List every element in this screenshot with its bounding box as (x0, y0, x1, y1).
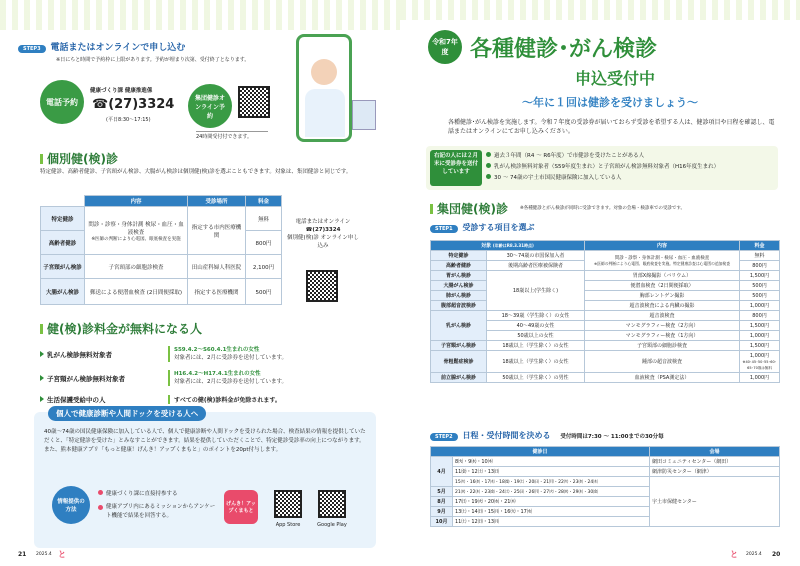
free-item (40, 344, 360, 364)
step1-row-target: 後期高齢者医療被保険者 (487, 261, 585, 271)
triangle-bullet-icon (40, 351, 44, 357)
step1-row-target: 18歳以上（学生除く）の女性 (487, 341, 585, 351)
step1-row-target: 18～39歳（学生除く）の女性 (487, 311, 585, 321)
step1-row-target: 30～74歳の市国保加入者 (487, 251, 585, 261)
step1-row-name: 乳がん検診 (431, 311, 487, 341)
step1-row-fee: 500円 (740, 281, 780, 291)
step1-table (430, 240, 780, 383)
clipboard-icon (352, 100, 376, 130)
step2-days: 15㈫・16㈬・17㈭・18㈮・19㈯・20㈰・21㈪・22㈫・23㈬・24㈭ (453, 477, 650, 487)
step1-row-fee: 500円 (740, 291, 780, 301)
step2-venue: 宇土市保健センター (650, 477, 780, 527)
triangle-bullet-icon (40, 375, 44, 381)
send-item (486, 162, 776, 173)
kobetsu-row-name: 大腸がん検診 (41, 279, 85, 305)
free-title-text: 健(検)診料金が無料になる人 (47, 322, 202, 336)
bullet-dot-icon (98, 490, 103, 495)
step2-days: 11㈮・12㈯・13㈰ (453, 467, 650, 477)
step1-row-content: マンモグラフィー検査（1方向） (585, 331, 740, 341)
step1-row-fee: 1,500円 (740, 321, 780, 331)
free-item-range: S59.4.2～S60.4.1生まれの女性 (174, 347, 260, 353)
kobetsu-row-fee: 500円 (246, 279, 282, 305)
free-item-desc: すべての健(検)診料金が免除されます。 (168, 395, 281, 404)
free-item-label-text: 乳がん検診無料対象者 (47, 350, 112, 359)
tagline: ～年に１回は健診を受けましょう～ (522, 96, 698, 109)
bullet-dot-icon (98, 505, 103, 510)
step1-title: 受診する項目を選ぶ (462, 223, 535, 232)
step2-venue: 網津防災センター（網津） (650, 467, 780, 477)
kobetsu-row-name: 高齢者健診 (41, 231, 85, 255)
send-item (486, 173, 776, 184)
kobetsu-row-fee: 無料 (246, 207, 282, 231)
step1-table-wrap (430, 240, 780, 383)
phone-dept: 健康づくり課 健康推進係 (90, 88, 153, 94)
step1-row-content: 超音波検査 (585, 311, 740, 321)
shudan-title-text: 集団健(検)診 (437, 202, 508, 216)
heading-bar-icon (40, 324, 43, 334)
online-reservation-badge: 集団健診オンライン予約 (188, 84, 232, 128)
step1-row-fee: 1,000円 (740, 331, 780, 341)
free-item (40, 392, 360, 406)
free-item-label-text: 子宮頸がん検診無料対象者 (47, 374, 125, 383)
step1-row-fee: 1,500円 (740, 271, 780, 281)
step3-note: ※日にちと時間で予約枠に上限があります。予約が埋まり次第、受付終了となります。 (56, 57, 250, 63)
qr-code-kobetsu[interactable] (306, 270, 338, 302)
step1-row-content (585, 251, 740, 271)
step2-title: 日程・受付時間を決める (462, 431, 551, 440)
phone-number[interactable]: ☎(27)3324 (92, 97, 175, 112)
kobetsu-apply-phone[interactable]: ☎(27)3324 (305, 227, 341, 233)
step1-row-content-note: ※医師の判断により心電図、眼底検査を実施。特定健康診査は心電図の追加検査 (593, 260, 731, 266)
step2-month: 10月 (431, 517, 453, 527)
phone-reservation-badge: 電話予約 (40, 80, 84, 124)
kobetsu-row-content: 子宮頸部の細胞診検査 (85, 255, 188, 279)
shudan-title (430, 200, 508, 217)
kobetsu-row-fee: 800円 (246, 231, 282, 255)
step1-row-target: 40～49歳の女性 (487, 321, 585, 331)
step1-row-content: マンモグラフィー検査（2方向） (585, 321, 740, 331)
step1-header-content: 内容 (585, 241, 740, 251)
step1-row-content: 超音波検査による内臓の撮影 (585, 301, 740, 311)
doctor-body-icon (305, 89, 345, 137)
step2-header-venue: 会場 (650, 447, 780, 457)
method-item (98, 503, 216, 521)
kobetsu-apply-label: 電話またはオンライン (295, 219, 351, 225)
free-item-detail (168, 346, 287, 362)
step1-row-target: 50歳以上（学生除く）の男性 (487, 373, 585, 383)
free-item (40, 368, 360, 388)
step1-row-content: 踵部の超音波検査 (585, 351, 740, 373)
send-label: 右記の人には２月末に受診券を送付しています (430, 150, 482, 186)
step2-header (430, 430, 780, 441)
step1-row-fee: 1,000円 (740, 301, 780, 311)
bone-fee-note: ※40･45･50･55･60･65･70歳は無料 (742, 360, 777, 370)
kobetsu-row-place: 指定する市内医療機関 (188, 207, 246, 255)
kobetsu-row-content: 郵送による便潜血検査 (2日間便採取) (85, 279, 188, 305)
year-badge: 令和7年度 (428, 30, 462, 64)
step2-days: 13㈯・14㈰・15㈪・16㈫・17㈬ (453, 507, 650, 517)
step1-row-name: 高齢者健診 (431, 261, 487, 271)
intro-text: 各種健診･がん検診を実施します。令和７年度の受診券が届いておらず受診を希望する人は、健診項目や日程を確認し、電話またはオンラインにてお申し込みください。 (448, 119, 775, 135)
send-item (486, 151, 776, 162)
doctor-face-icon (311, 59, 337, 85)
step1-row-fee: 800円 (740, 311, 780, 321)
phone-hours: (平日8:30～17:15) (106, 117, 151, 123)
kobetsu-row-content-note: ※医師の判断により心電図、眼底検査を実施 (91, 236, 181, 242)
page-number: 20 (772, 551, 781, 558)
step1-row-fee: 1,500円 (740, 341, 780, 351)
kobetsu-table-wrap (40, 195, 282, 305)
free-item-label (40, 395, 168, 404)
kobetsu-row-name: 特定健診 (41, 207, 85, 231)
method-item (98, 490, 216, 499)
step2-month: 8月 (431, 497, 453, 507)
kobetsu-row-content-text: 問診・診察・身体計測 検尿・血圧・血液検査 (88, 221, 184, 236)
step1-header-fee: 料金 (740, 241, 780, 251)
triangle-bullet-icon (40, 396, 44, 402)
decorative-stripe (0, 0, 400, 30)
step1-row-name: 肺がん検診 (431, 291, 487, 301)
page-date: 2025.4 (36, 552, 52, 557)
qr-code-online[interactable] (238, 86, 270, 118)
step2-header-date: 健診日 (431, 447, 650, 457)
appstore-label: App Store (275, 522, 301, 528)
googleplay-label: Google Play (317, 522, 347, 528)
step1-row-name: 特定健診 (431, 251, 487, 261)
step3-badge: STEP3 (18, 45, 46, 53)
step1-row-content-text: 問診・診察・身体計測・検尿・血圧・血液検査 (614, 255, 710, 261)
step1-row-content: 子宮頸部の細胞診検査 (585, 341, 740, 351)
free-item-detail (168, 370, 287, 386)
step1-row-name: 子宮頸がん検診 (431, 341, 487, 351)
step2-month: 9月 (431, 507, 453, 517)
free-list (40, 344, 360, 406)
kobetsu-title-text: 個別健(検)診 (47, 152, 118, 166)
send-item-text: 30 ～ 74歳の宇土市国民健康保険に加入している人 (494, 175, 622, 181)
step1-row-content: 便潜血検査（2日間便採取） (585, 281, 740, 291)
send-item-text: 過去３年間（R4 ～ R6年度）で市健診を受けたことがある人 (494, 153, 645, 159)
app-logo: げんき！アップくまもと (224, 490, 258, 524)
free-item-label (40, 374, 168, 383)
shudan-note: ※各種健診とがん検診が同時に受診できます。対象の会場・検診車での受診です。 (520, 206, 686, 211)
step1-row-name: 大腸がん検診 (431, 281, 487, 291)
method-item-text: 健康アプリ内にあるミッションからアンケート機能で結果を回答する。 (106, 504, 216, 519)
heading-bar-icon (430, 204, 433, 214)
step2-month: 4月 (431, 457, 453, 487)
kobetsu-row-place: 指定する医療機関 (188, 279, 246, 305)
step1-header (430, 222, 535, 233)
logo-mark-icon: と (58, 550, 66, 559)
step2-table-wrap (430, 446, 780, 527)
heading-bar-icon (40, 154, 43, 164)
method-badge: 情報提供の方法 (52, 486, 90, 524)
step1-row-name: 胃がん検診 (431, 271, 487, 281)
main-title: 各種健診･がん検診 (470, 37, 658, 62)
kobetsu-header-empty (41, 196, 85, 207)
qr-code-googleplay[interactable] (318, 490, 346, 518)
kobetsu-row-name: 子宮頸がん検診 (41, 255, 85, 279)
free-item-desc: 対象者には、2月に受診券を送付しています。 (174, 379, 288, 385)
main-subtitle: 申込受付中 (574, 69, 655, 88)
step1-row-fee (740, 351, 780, 373)
dock-text: 40歳～74歳の国民健康保険に加入している人で、個人で健康診断や人間ドックを受けられた場合、検査結果の情報を提供していただくと、「特定健診を受けた」とみなすことができます。結果を提供していただくことで、特定健診受診率の向上につながります。また、熊本健康アプリ「もっと健康！げんき！アップくまもと」のポイントを20pt付与します。 (44, 429, 366, 453)
kobetsu-row-fee: 2,100円 (246, 255, 282, 279)
step2-time: 受付時間は7:30 ～ 11:00までの30分毎 (560, 434, 664, 440)
step1-row-name: 骨粗鬆症検診 (431, 351, 487, 373)
step1-header-target-note: (年齢はR8.3.31時点) (492, 243, 534, 248)
kobetsu-header-content: 内容 (85, 196, 188, 207)
free-item-range: H16.4.2～H17.4.1生まれの女性 (174, 371, 261, 377)
step1-header-target-text: 対象 (481, 243, 492, 249)
free-item-label-text: 生活保護受給中の人 (47, 395, 106, 404)
bullet-dot-icon (486, 163, 491, 168)
send-item-text: 乳がん検診無料対象者（S59年度生まれ）と子宮頸がん検診無料対象者（H16年度生まれ） (494, 164, 720, 170)
free-item-desc: 対象者には、2月に受診券を送付しています。 (174, 355, 288, 361)
free-title (40, 320, 202, 337)
step1-row-target: 18歳以上(学生除く) (487, 271, 585, 311)
method-list (98, 490, 216, 521)
step1-row-fee: 無料 (740, 251, 780, 261)
kobetsu-row-place: 田山産科婦人科医院 (188, 255, 246, 279)
kobetsu-desc: 特定健診、高齢者健診、子宮頸がん検診、大腸がん検診は個別健(検)診を選ぶこともできます。対象は、集団健診と同じです。 (40, 169, 352, 175)
step2-days: 11㈯・12㈰・13㈪ (453, 517, 650, 527)
step1-header-target (431, 241, 585, 251)
step3-header (18, 40, 298, 53)
kobetsu-header-place: 受診場所 (188, 196, 246, 207)
step1-row-fee-text: 1,000円 (749, 353, 770, 359)
step2-venue: 網田コミュニティセンター（網田） (650, 457, 780, 467)
step1-row-content: 血液検査（PSA測定法） (585, 373, 740, 383)
step2-days: 21㈬・22㈭・23㈮・24㈯・25㈰・26㈪・27㈫・28㈬・29㈭・30㈮ (453, 487, 650, 497)
step1-row-target: 50歳以上の女性 (487, 331, 585, 341)
step1-row-fee: 1,000円 (740, 373, 780, 383)
qr-code-appstore[interactable] (274, 490, 302, 518)
free-item-label (40, 350, 168, 359)
bullet-dot-icon (486, 152, 491, 157)
logo-mark-icon: と (730, 550, 738, 559)
bullet-dot-icon (486, 174, 491, 179)
kobetsu-apply-desc: 個別健(検)診 オンライン申し込み (287, 235, 359, 249)
kobetsu-header-fee: 料金 (246, 196, 282, 207)
page-date: 2025.4 (746, 552, 762, 557)
dock-title: 個人で健康診断や人間ドックを受ける人へ (48, 406, 206, 421)
step2-days: 17㈰・19㈫・20㈬・21㈭ (453, 497, 650, 507)
method-item-text: 健康づくり課に直接持参する (106, 491, 178, 497)
step1-row-content: 胃部X線撮影（バリウム） (585, 271, 740, 281)
decorative-stripe (400, 0, 800, 20)
step2-days: 8㈫・9㈬・10㈭ (453, 457, 650, 467)
send-list (486, 151, 776, 184)
step1-badge: STEP1 (430, 225, 458, 233)
step1-row-target: 18歳以上（学生除く）の女性 (487, 351, 585, 373)
online-note: 24時間受付付できます。 (196, 131, 268, 140)
kobetsu-row-content (85, 207, 188, 255)
right-page (400, 0, 800, 566)
step1-row-fee: 800円 (740, 261, 780, 271)
step1-row-name: 腹部超音波検診 (431, 301, 487, 311)
step1-row-content: 胸部レントゲン撮影 (585, 291, 740, 301)
kobetsu-title (40, 150, 118, 167)
smartphone-icon (296, 34, 352, 142)
page-number: 21 (18, 551, 27, 558)
step2-table (430, 446, 780, 527)
kobetsu-table (40, 195, 282, 305)
step3-title: 電話またはオンラインで申し込む (50, 43, 186, 53)
kobetsu-apply (285, 218, 361, 250)
step1-row-name: 前立腺がん検診 (431, 373, 487, 383)
step2-badge: STEP2 (430, 433, 458, 441)
step2-month: 5月 (431, 487, 453, 497)
